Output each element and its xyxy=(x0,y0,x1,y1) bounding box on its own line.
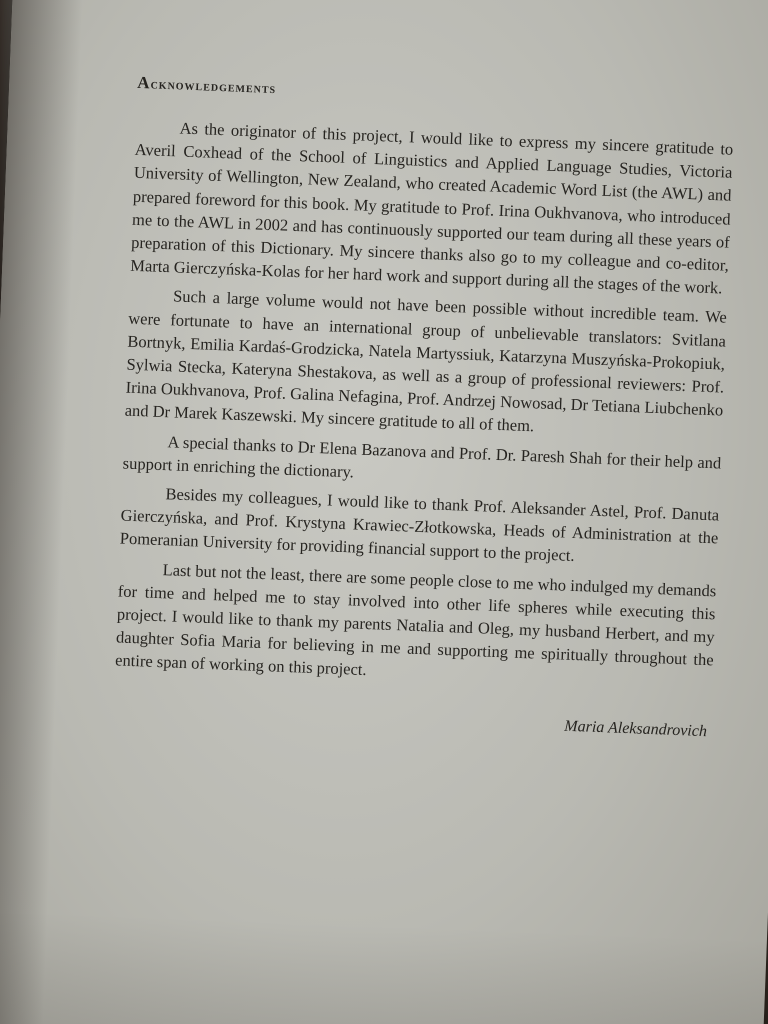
paragraph-originator: As the originator of this project, I would like to express my sincere gratitude to Averil Coxhead of the School of Linguistics and Applied Language Studies, Victoria University of Wellington, New Zealand, who created Academic Word List (the AWL) and prepared foreword for this book. My gratitude to Prof. Irina Oukhvanova, who introduced me to the AWL in 2002 and has continuously supported our team during all these years of preparation of this Dictionary. My sincere thanks also go to my colleague and co-editor, Marta Gierczyńska-Kolas for her hard work and support during all the stages of the work. xyxy=(129,118,734,298)
page-shadow xyxy=(0,909,767,1024)
page-heading: Acknowledgements xyxy=(137,72,277,98)
page-text-block xyxy=(113,73,735,741)
paragraph-family: Last but not the least, there are some people close to me who indulged my demands for time and helped me to stay involved into other life spheres while executing this project. I would like to thank my parents Natalia and Oleg, my husband Herbert, and my daughter Sofia Maria for believing in me and supporting me spiritually throughout the entire span of working on this project. xyxy=(114,559,717,680)
paragraph-team: Such a large volume would not have been possible without incredible team. We were fortunate to have an international group of unbelievable translators: Svitlana Bortnyk, Emilia Kardaś-Grodzicka, Natela Martyssiuk, Katarzyna Muszyńska-Prokopiuk, Sylwia Stecka, Kateryna Shestakova, as well as a group of professional reviewers: Prof. Irina Oukhvanova, Prof. Galina Nefagina, Prof. Andrzej Nowosad, Dr Tetiana Liubchenko and Dr Marek Kaszewski. My sincere gratitude to all of them. xyxy=(124,286,728,436)
paragraph-colleagues: Besides my colleagues, I would like to thank Prof. Aleksander Astel, Prof. Danuta Gierczyńska, and Prof. Krystyna Krawiec-Złotkowska, Heads of Administration at the Pomeranian University for providing financial support to the project. xyxy=(119,484,720,566)
author-signature: Maria Aleksandrovich xyxy=(564,717,708,740)
paragraph-special-thanks: A special thanks to Dr Elena Bazanova and Prof. Dr. Paresh Shah for their help and support in enriching the dictionary. xyxy=(122,431,722,482)
